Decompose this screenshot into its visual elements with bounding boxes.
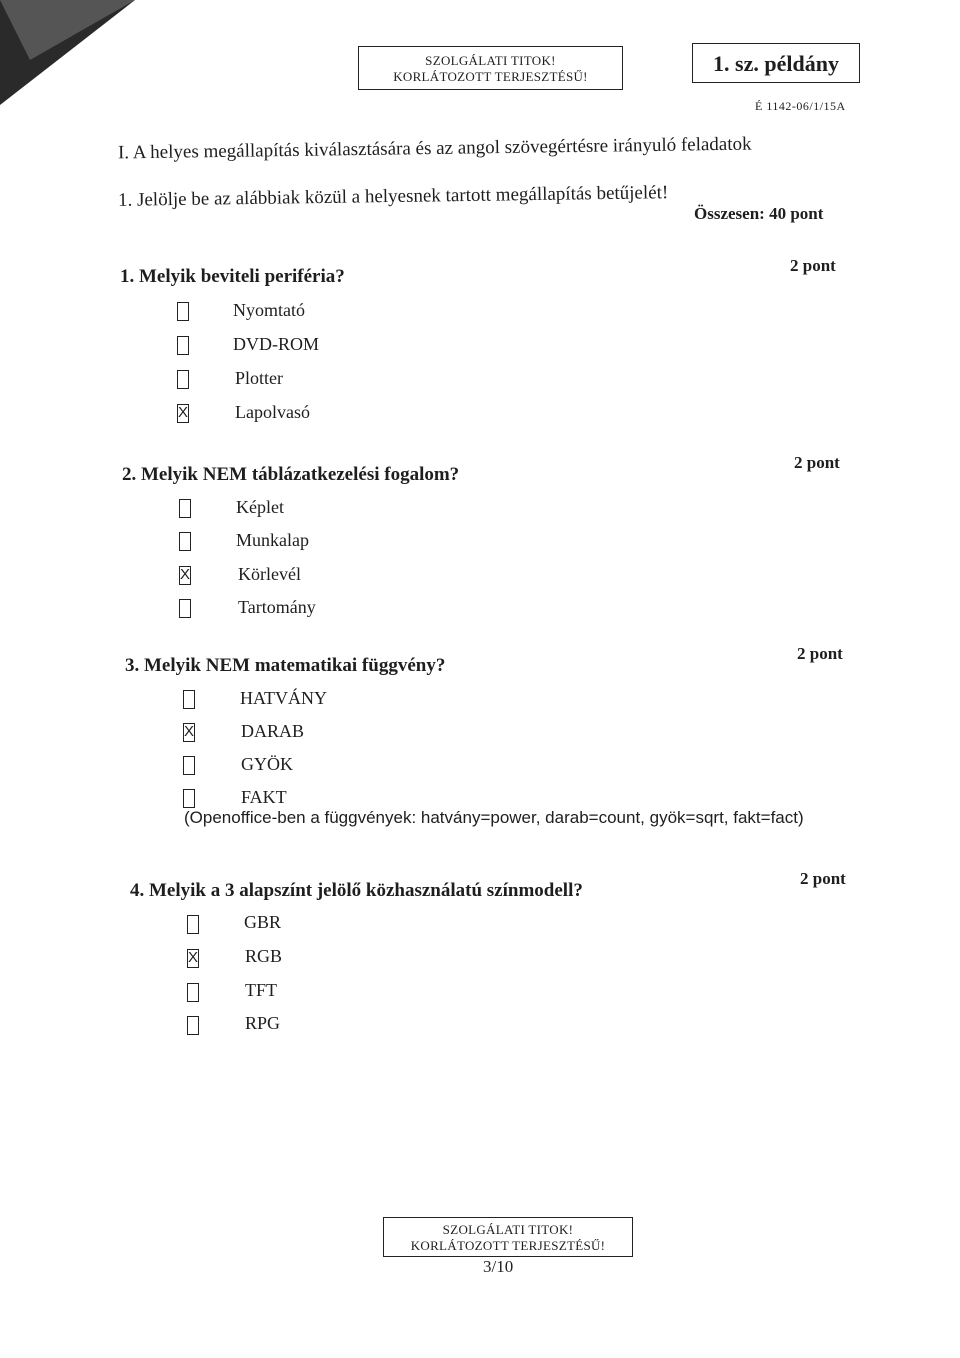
total-points: Összesen: 40 pont <box>694 204 824 223</box>
option-label: DVD-ROM <box>233 334 320 354</box>
question-number: 4. <box>130 880 145 901</box>
question-points: 2 pont <box>797 644 843 663</box>
question-text: Melyik NEM matematikai függvény? <box>144 655 446 676</box>
question-2 <box>122 464 459 486</box>
checkbox[interactable] <box>183 756 195 775</box>
task-title: 1. Jelölje be az alábbiak közül a helyesnek tartott megállapítás betűjelét! <box>117 182 669 211</box>
checkbox[interactable] <box>179 599 191 618</box>
classification-stamp-bottom <box>383 1217 633 1257</box>
option-label: RPG <box>245 1013 281 1033</box>
copy-number-box: 1. sz. példány <box>692 43 860 83</box>
checkbox[interactable] <box>179 499 191 518</box>
checkbox[interactable] <box>177 370 189 389</box>
option-label: HATVÁNY <box>240 688 327 708</box>
question-text: Melyik NEM táblázatkezelési fogalom? <box>141 464 460 485</box>
question-text: Melyik beviteli periféria? <box>139 266 345 287</box>
question-1 <box>120 266 345 288</box>
option-label: Plotter <box>235 368 283 388</box>
checkbox[interactable] <box>177 336 189 355</box>
option-label: Tartomány <box>238 597 316 617</box>
document-reference: É 1142-06/1/15A <box>755 99 846 113</box>
question-number: 3. <box>125 655 140 676</box>
option-label: DARAB <box>241 721 305 741</box>
option-label: FAKT <box>241 787 287 807</box>
checkbox[interactable] <box>187 983 199 1002</box>
question-points: 2 pont <box>790 256 836 275</box>
checkbox[interactable] <box>183 690 195 709</box>
option-label: Nyomtató <box>233 300 305 320</box>
question-points: 2 pont <box>800 869 846 888</box>
question-points: 2 pont <box>794 453 840 472</box>
option-label: Lapolvasó <box>235 402 310 422</box>
checkbox[interactable] <box>187 1016 199 1035</box>
option-label: GYÖK <box>241 754 293 774</box>
question-text: Melyik a 3 alapszínt jelölő közhasználatú színmodell? <box>149 880 583 901</box>
checkbox-checked[interactable]: X <box>184 723 195 740</box>
question-number: 2. <box>122 464 137 485</box>
checkbox[interactable] <box>183 789 195 808</box>
option-label: RGB <box>245 946 283 966</box>
classification-stamp-top <box>358 46 623 90</box>
checkbox-checked[interactable]: X <box>180 566 191 583</box>
option-label: TFT <box>245 980 278 1000</box>
stamp-line-2: KORLÁTOZOTT TERJESZTÉSŰ! <box>410 1238 606 1253</box>
question-4 <box>130 880 583 902</box>
question-number: 1. <box>120 266 135 287</box>
stamp-line-1: SZOLGÁLATI TITOK! <box>442 1222 574 1237</box>
page-number: 3/10 <box>483 1257 514 1276</box>
stamp-line-1: SZOLGÁLATI TITOK! <box>425 53 556 68</box>
function-note: (Openoffice-ben a függvények: hatvány=power, darab=count, gyök=sqrt, fakt=fact) <box>184 808 804 827</box>
checkbox[interactable] <box>179 532 191 551</box>
checkbox[interactable] <box>177 302 189 321</box>
option-label: Munkalap <box>236 530 309 550</box>
checkbox-checked[interactable]: X <box>178 404 189 421</box>
checkbox-checked[interactable]: X <box>188 949 199 966</box>
section-title: I. A helyes megállapítás kiválasztására és az angol szövegértésre irányuló feladatok <box>117 133 752 164</box>
checkbox[interactable] <box>187 915 199 934</box>
stamp-line-2: KORLÁTOZOTT TERJESZTÉSŰ! <box>393 69 588 84</box>
question-3 <box>125 655 445 677</box>
option-label: Körlevél <box>238 564 301 584</box>
scan-corner-shadow <box>0 0 140 110</box>
option-label: GBR <box>244 912 282 932</box>
option-label: Képlet <box>236 497 284 517</box>
